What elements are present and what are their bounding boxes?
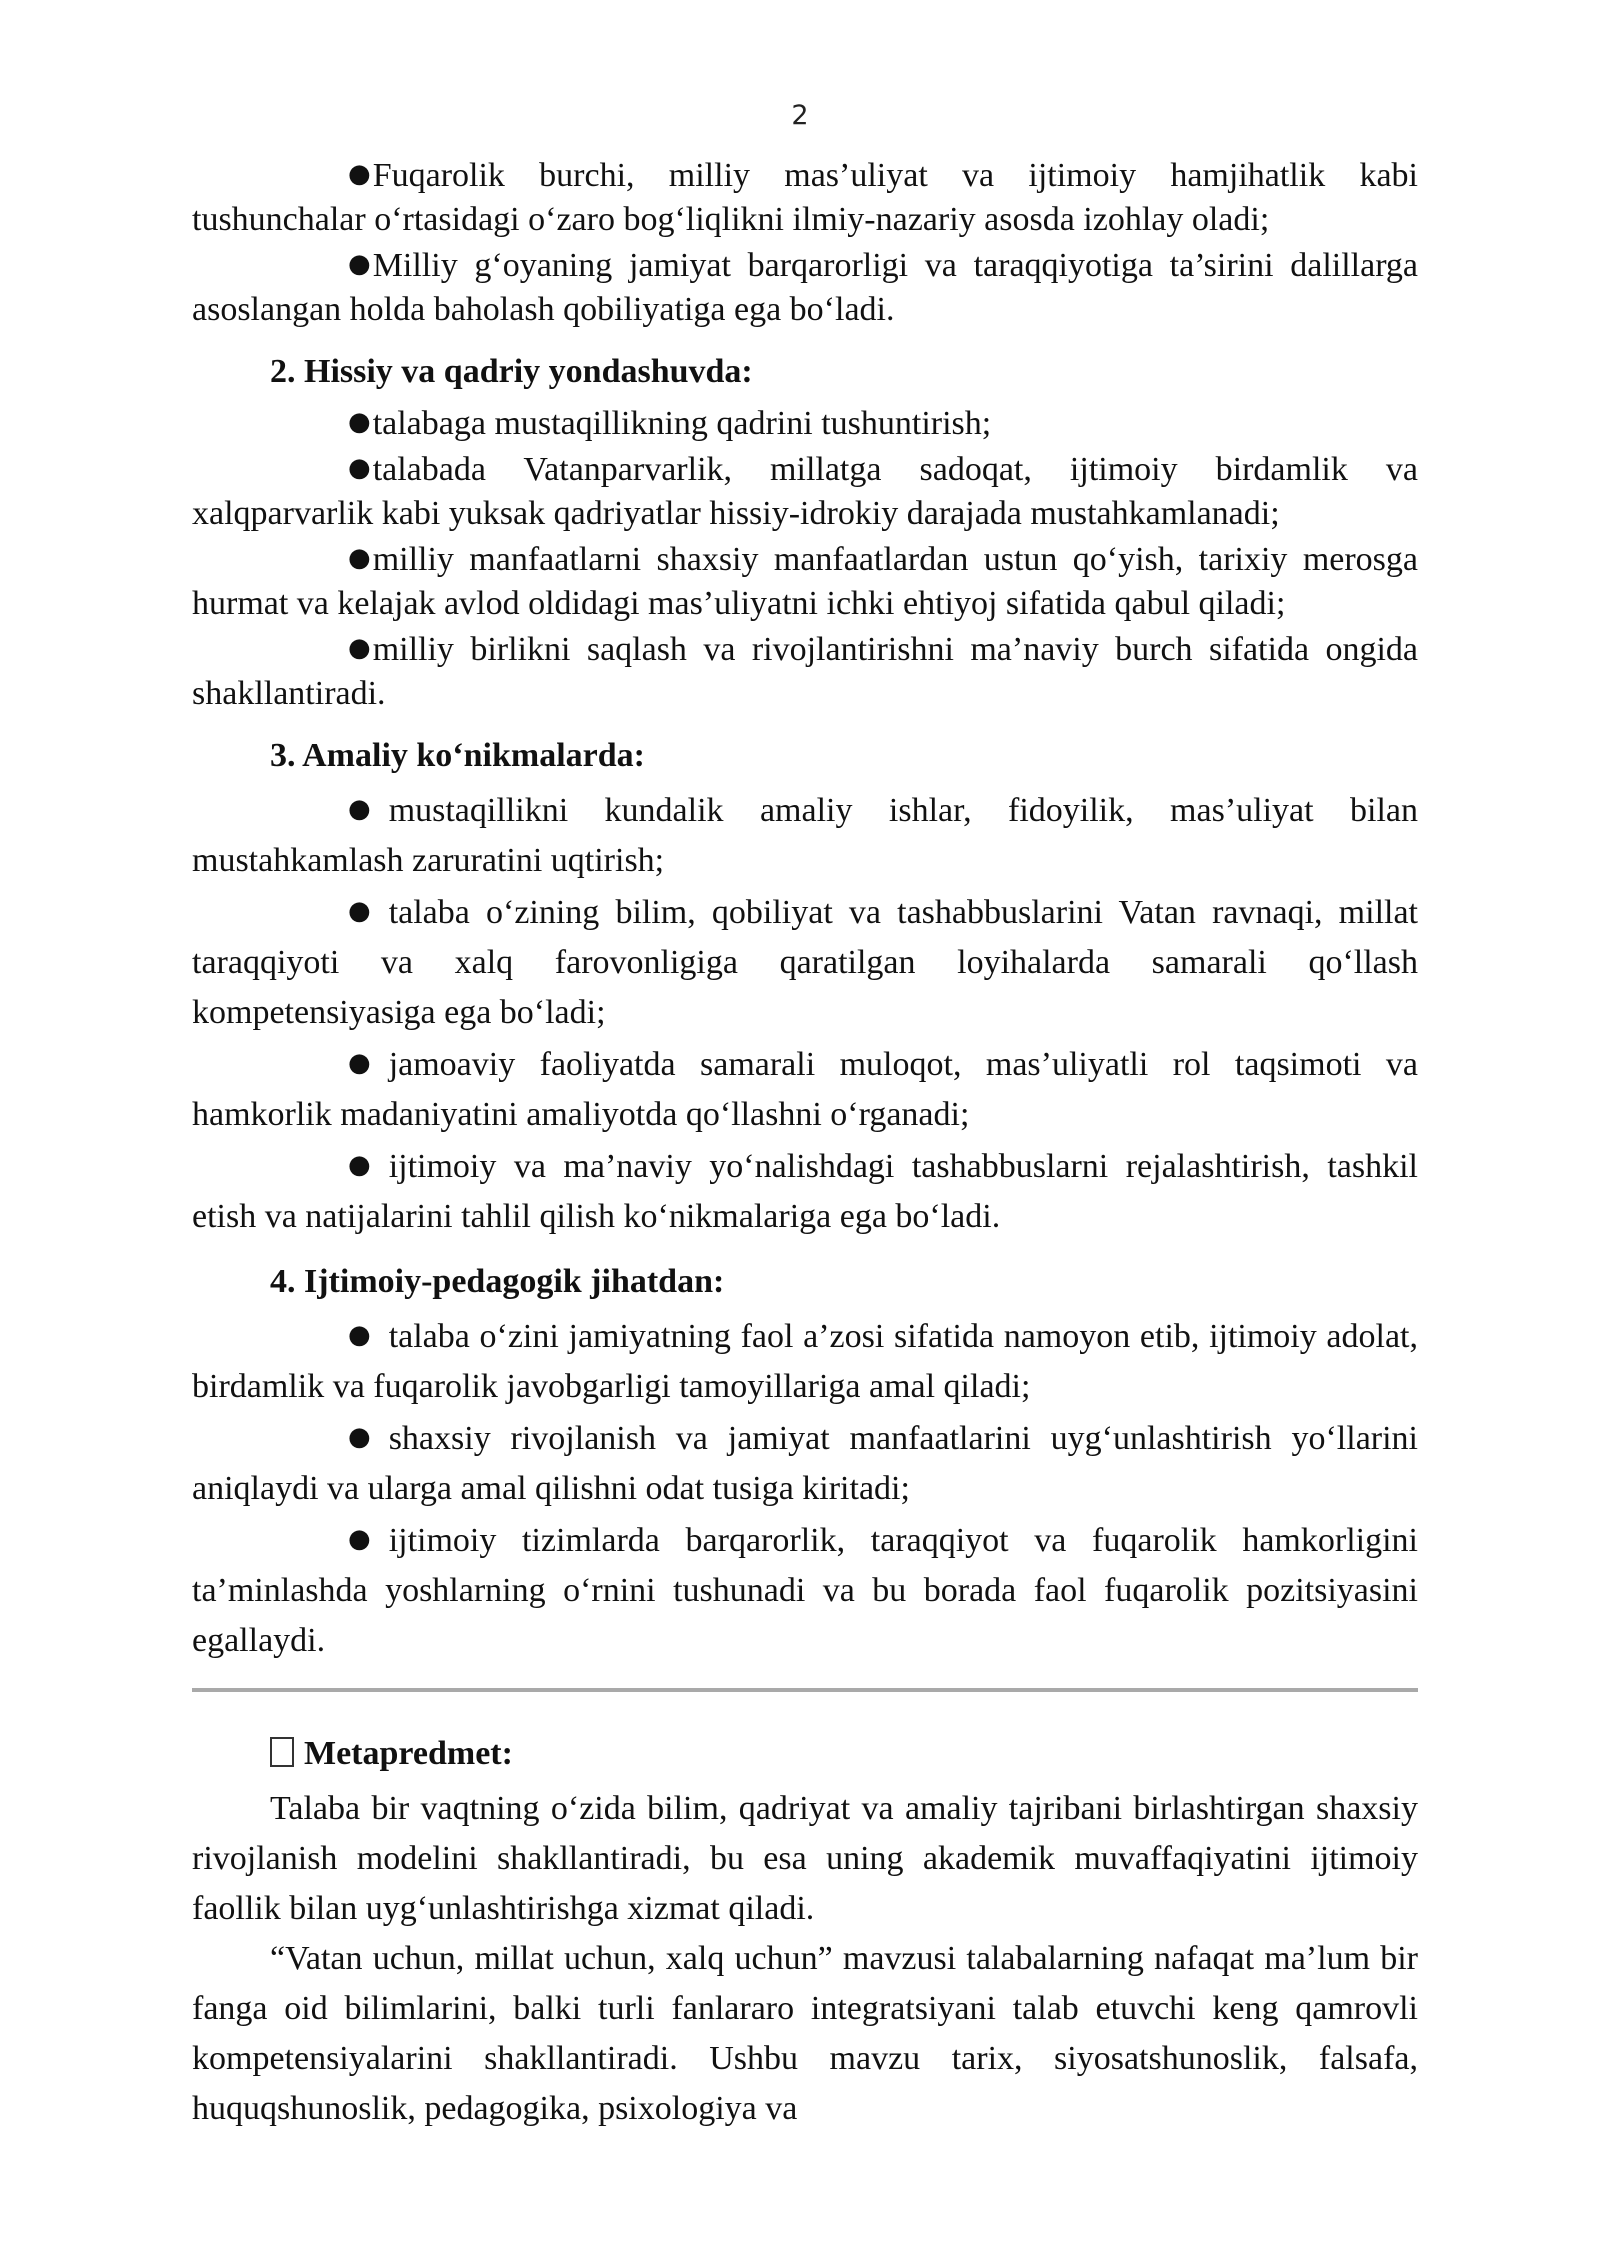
section2-list — [192, 400, 1418, 716]
list-item: ●milliy birlikni saqlash va rivojlantirishni ma’naviy burch sifatida ongida shakllantiradi. — [192, 626, 1418, 716]
list-item: ● ijtimoiy va ma’naviy yo‘nalishdagi tashabbuslarni rejalashtirish, tashkil etish va natijalarini tahlil qilish ko‘nikmalariga ega bo‘ladi. — [192, 1140, 1418, 1242]
missing-glyph-icon — [270, 1737, 294, 1767]
section2-heading: 2. Hissiy va qadriy yondashuvda: — [270, 353, 753, 390]
metapredmet-heading: Metapredmet: — [192, 1732, 1418, 1776]
list-item: ● ijtimoiy tizimlarda barqarorlik, taraqqiyot va fuqarolik hamkorligini ta’minlashda yoshlarning o‘rnini tushunadi va bu borada faol fuqarolik pozitsiyasini egallaydi. — [192, 1514, 1418, 1666]
list-item: ● jamoaviy faoliyatda samarali muloqot, mas’uliyatli rol taqsimoti va hamkorlik madaniyatini amaliyotda qo‘llashni o‘rganadi; — [192, 1038, 1418, 1140]
list-item: ●Fuqarolik burchi, milliy mas’uliyat va ijtimoiy hamjihatlik kabi tushunchalar o‘rtasidagi o‘zaro bog‘liqlikni ilmiy-nazariy asosda izohlay oladi; — [192, 152, 1418, 242]
bullet-icon: ● — [348, 1422, 371, 1452]
list-item: ●talabada Vatanparvarlik, millatga sadoqat, ijtimoiy birdamlik va xalqparvarlik kabi yuksak qadriyatlar hissiy-idrokiy darajada mustahkamlanadi; — [192, 446, 1418, 536]
horizontal-divider — [192, 1688, 1418, 1692]
section3-heading: 3. Amaliy ko‘nikmalarda: — [270, 737, 645, 774]
page-number: 2 — [791, 100, 809, 131]
list-item: ●talabaga mustaqillikning qadrini tushuntirish; — [192, 400, 1418, 446]
list-item: ● shaxsiy rivojlanish va jamiyat manfaatlarini uyg‘unlashtirish yo‘llarini aniqlaydi va ularga amal qilishni odat tusiga kiritadi; — [192, 1412, 1418, 1514]
bullet-icon: ● — [348, 1320, 371, 1350]
list-item: ●Milliy g‘oyaning jamiyat barqarorligi va taraqqiyotiga ta’sirini dalillarga asoslangan holda baholash qobiliyatiga ega bo‘ladi. — [192, 242, 1418, 332]
list-item: ● mustaqillikni kundalik amaliy ishlar, fidoyilik, mas’uliyat bilan mustahkamlash zaruratini uqtirish; — [192, 784, 1418, 886]
section1-list — [192, 152, 1418, 332]
bullet-icon: ● — [348, 1524, 371, 1554]
section4-list — [192, 1310, 1418, 1666]
bullet-icon: ● — [348, 543, 371, 573]
list-item: ●milliy manfaatlarni shaxsiy manfaatlardan ustun qo‘yish, tarixiy merosga hurmat va kelajak avlod oldidagi mas’uliyatni ichki ehtiyoj sifatida qabul qiladi; — [192, 536, 1418, 626]
bullet-icon: ● — [348, 249, 371, 279]
bullet-icon: ● — [348, 159, 371, 189]
paragraph: “Vatan uchun, millat uchun, xalq uchun” mavzusi talabalarning nafaqat ma’lum bir fanga oid bilimlarini, balki turli fanlararo integratsiyani talab etuvchi keng qamrovli kompetensiyalarini shakllantiradi. Ushbu mavzu tarix, siyosatshunoslik, falsafa, huquqshunoslik, pedagogika, psixologiya va — [192, 1940, 1418, 2127]
bullet-icon: ● — [348, 1048, 371, 1078]
paragraph: Talaba bir vaqtning o‘zida bilim, qadriyat va amaliy tajribani birlashtirgan shaxsiy rivojlanish modelini shakllantiradi, bu esa uning akademik muvaffaqiyatini ijtimoiy faollik bilan uyg‘unlashtirishga xizmat qiladi. — [192, 1790, 1418, 1927]
document-body — [192, 152, 1418, 2134]
bullet-icon: ● — [348, 453, 371, 483]
list-item: ● talaba o‘zini jamiyatning faol a’zosi sifatida namoyon etib, ijtimoiy adolat, birdamlik va fuqarolik javobgarligi tamoyillariga amal qiladi; — [192, 1310, 1418, 1412]
bullet-icon: ● — [348, 896, 371, 926]
bullet-icon: ● — [348, 633, 371, 663]
section3-list — [192, 784, 1418, 1242]
list-item: ● talaba o‘zining bilim, qobiliyat va tashabbuslarini Vatan ravnaqi, millat taraqqiyoti va xalq farovonligiga qaratilgan loyihalarda samarali qo‘llash kompetensiyasiga ega bo‘ladi; — [192, 886, 1418, 1038]
bullet-icon: ● — [348, 794, 371, 824]
metapredmet-body — [192, 1784, 1418, 2134]
section4-heading: 4. Ijtimoiy-pedagogik jihatdan: — [270, 1263, 725, 1300]
bullet-icon: ● — [348, 407, 371, 437]
bullet-icon: ● — [348, 1150, 371, 1180]
